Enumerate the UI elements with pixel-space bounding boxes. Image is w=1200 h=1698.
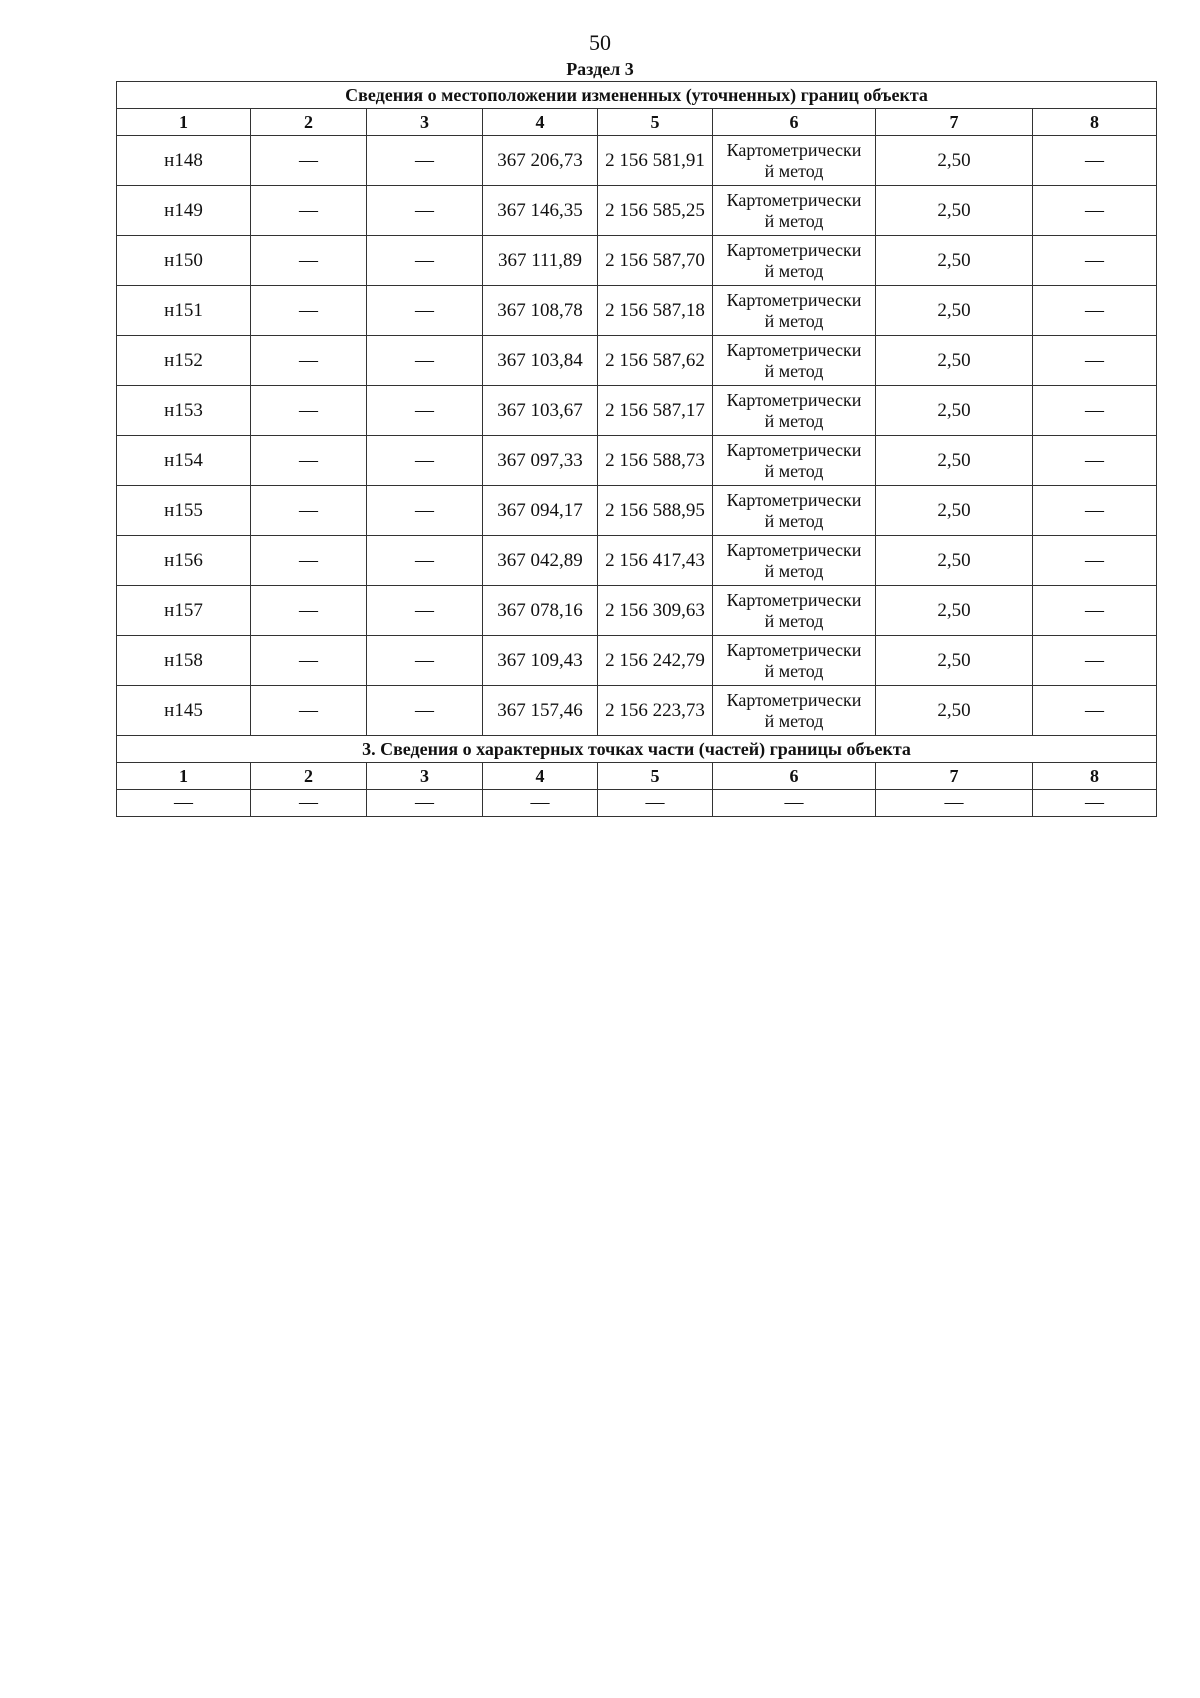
page-number: 50 [589,30,611,55]
point-name-cell: н153 [117,386,251,436]
empty-value-cell: — [367,636,483,686]
method-text-line1: Картометрически [726,539,862,560]
empty-value-cell: — [251,686,367,736]
empty-value-cell: — [713,790,876,817]
accuracy-cell: 2,50 [876,586,1033,636]
column-number-cell: 2 [251,109,367,136]
accuracy-cell: 2,50 [876,136,1033,186]
method-text-line1: Картометрически [726,389,862,410]
empty-value-cell: — [251,186,367,236]
x-coordinate-cell: 367 097,33 [483,436,598,486]
accuracy-cell: 2,50 [876,386,1033,436]
section-title: Раздел 3 [566,59,634,79]
column-number-cell: 4 [483,763,598,790]
y-coordinate-cell: 2 156 309,63 [598,586,713,636]
column-number-cell: 8 [1033,109,1157,136]
empty-value-cell: — [1033,386,1157,436]
empty-value-cell: — [367,686,483,736]
method-cell [713,386,876,436]
x-coordinate-cell: 367 094,17 [483,486,598,536]
column-number-cell: 5 [598,109,713,136]
column-number-cell: 1 [117,763,251,790]
y-coordinate-cell: 2 156 587,17 [598,386,713,436]
method-cell [713,136,876,186]
accuracy-cell: 2,50 [876,186,1033,236]
y-coordinate-cell: 2 156 587,62 [598,336,713,386]
table2-caption-row [117,736,1157,763]
empty-value-cell: — [251,790,367,817]
method-cell [713,686,876,736]
table-row [117,236,1157,286]
empty-value-cell: — [367,536,483,586]
method-text-line2: й метод [764,710,824,731]
method-text-line2: й метод [764,310,824,331]
column-number-cell: 2 [251,763,367,790]
table-row [117,436,1157,486]
table-row [117,336,1157,386]
empty-value-cell: — [1033,790,1157,817]
empty-value-cell: — [251,136,367,186]
table-row [117,136,1157,186]
method-cell [713,636,876,686]
table-row [117,686,1157,736]
empty-value-cell: — [1033,536,1157,586]
accuracy-cell: 2,50 [876,286,1033,336]
empty-value-cell: — [367,186,483,236]
y-coordinate-cell: 2 156 223,73 [598,686,713,736]
empty-value-cell: — [251,436,367,486]
empty-value-cell: — [1033,686,1157,736]
x-coordinate-cell: 367 042,89 [483,536,598,586]
point-name-cell: н145 [117,686,251,736]
method-cell [713,536,876,586]
column-number-cell: 7 [876,763,1033,790]
x-coordinate-cell: 367 108,78 [483,286,598,336]
empty-value-cell: — [117,790,251,817]
empty-value-cell: — [1033,286,1157,336]
accuracy-cell: 2,50 [876,486,1033,536]
method-text-line1: Картометрически [726,189,862,210]
x-coordinate-cell: 367 078,16 [483,586,598,636]
x-coordinate-cell: 367 157,46 [483,686,598,736]
x-coordinate-cell: 367 103,84 [483,336,598,386]
method-text-line1: Картометрически [726,589,862,610]
empty-value-cell: — [367,386,483,436]
method-text-line2: й метод [764,260,824,281]
empty-value-cell: — [367,336,483,386]
method-text-line1: Картометрически [726,489,862,510]
method-text-line1: Картометрически [726,139,862,160]
column-number-cell: 6 [713,763,876,790]
point-name-cell: н149 [117,186,251,236]
empty-value-cell: — [367,236,483,286]
x-coordinate-cell: 367 103,67 [483,386,598,436]
y-coordinate-cell: 2 156 588,73 [598,436,713,486]
column-number-cell: 4 [483,109,598,136]
y-coordinate-cell: 2 156 581,91 [598,136,713,186]
empty-value-cell: — [251,636,367,686]
point-name-cell: н151 [117,286,251,336]
y-coordinate-cell: 2 156 242,79 [598,636,713,686]
column-number-cell: 7 [876,109,1033,136]
table2-caption: 3. Сведения о характерных точках части (частей) границы объекта [117,736,1157,763]
x-coordinate-cell: 367 111,89 [483,236,598,286]
method-text-line2: й метод [764,660,824,681]
method-text-line1: Картометрически [726,689,862,710]
x-coordinate-cell: 367 206,73 [483,136,598,186]
y-coordinate-cell: 2 156 417,43 [598,536,713,586]
point-name-cell: н155 [117,486,251,536]
empty-value-cell: — [251,236,367,286]
method-text-line1: Картометрически [726,339,862,360]
empty-value-cell: — [1033,436,1157,486]
boundary-table [116,81,1157,817]
method-text-line1: Картометрически [726,239,862,260]
table-row [117,186,1157,236]
point-name-cell: н152 [117,336,251,386]
accuracy-cell: 2,50 [876,686,1033,736]
method-text-line2: й метод [764,360,824,381]
empty-value-cell: — [1033,136,1157,186]
table-row [117,286,1157,336]
method-text-line2: й метод [764,560,824,581]
method-text-line1: Картометрически [726,289,862,310]
table-body [117,82,1157,817]
column-number-cell: 5 [598,763,713,790]
empty-value-cell: — [251,536,367,586]
y-coordinate-cell: 2 156 585,25 [598,186,713,236]
empty-value-cell: — [251,586,367,636]
column-number-cell: 3 [367,763,483,790]
accuracy-cell: 2,50 [876,636,1033,686]
method-cell [713,286,876,336]
empty-value-cell: — [598,790,713,817]
point-name-cell: н154 [117,436,251,486]
accuracy-cell: 2,50 [876,536,1033,586]
method-cell [713,336,876,386]
point-name-cell: н156 [117,536,251,586]
table2-column-numbers [117,763,1157,790]
point-name-cell: н157 [117,586,251,636]
point-name-cell: н150 [117,236,251,286]
accuracy-cell: 2,50 [876,236,1033,286]
method-text-line2: й метод [764,410,824,431]
column-number-cell: 6 [713,109,876,136]
table-row [117,536,1157,586]
table-row [117,586,1157,636]
table2-empty-row [117,790,1157,817]
empty-value-cell: — [251,486,367,536]
empty-value-cell: — [876,790,1033,817]
method-text-line2: й метод [764,510,824,531]
empty-value-cell: — [251,336,367,386]
method-cell [713,436,876,486]
empty-value-cell: — [251,286,367,336]
table-row [117,386,1157,436]
x-coordinate-cell: 367 146,35 [483,186,598,236]
empty-value-cell: — [367,286,483,336]
empty-value-cell: — [1033,186,1157,236]
table1-column-numbers [117,109,1157,136]
empty-value-cell: — [367,790,483,817]
y-coordinate-cell: 2 156 588,95 [598,486,713,536]
method-text-line2: й метод [764,610,824,631]
empty-value-cell: — [367,586,483,636]
point-name-cell: н158 [117,636,251,686]
column-number-cell: 1 [117,109,251,136]
empty-value-cell: — [1033,586,1157,636]
method-text-line1: Картометрически [726,439,862,460]
column-number-cell: 8 [1033,763,1157,790]
y-coordinate-cell: 2 156 587,18 [598,286,713,336]
method-text-line2: й метод [764,460,824,481]
method-cell [713,486,876,536]
method-cell [713,236,876,286]
empty-value-cell: — [1033,236,1157,286]
empty-value-cell: — [1033,336,1157,386]
empty-value-cell: — [367,436,483,486]
empty-value-cell: — [251,386,367,436]
empty-value-cell: — [367,486,483,536]
method-cell [713,186,876,236]
method-text-line2: й метод [764,160,824,181]
table1-caption: Сведения о местоположении измененных (уточненных) границ объекта [117,82,1157,109]
empty-value-cell: — [483,790,598,817]
point-name-cell: н148 [117,136,251,186]
column-number-cell: 3 [367,109,483,136]
table1-caption-row [117,82,1157,109]
method-text-line2: й метод [764,210,824,231]
accuracy-cell: 2,50 [876,336,1033,386]
table-row [117,636,1157,686]
y-coordinate-cell: 2 156 587,70 [598,236,713,286]
empty-value-cell: — [367,136,483,186]
table-row [117,486,1157,536]
method-text-line1: Картометрически [726,639,862,660]
empty-value-cell: — [1033,636,1157,686]
empty-value-cell: — [1033,486,1157,536]
method-cell [713,586,876,636]
x-coordinate-cell: 367 109,43 [483,636,598,686]
accuracy-cell: 2,50 [876,436,1033,486]
